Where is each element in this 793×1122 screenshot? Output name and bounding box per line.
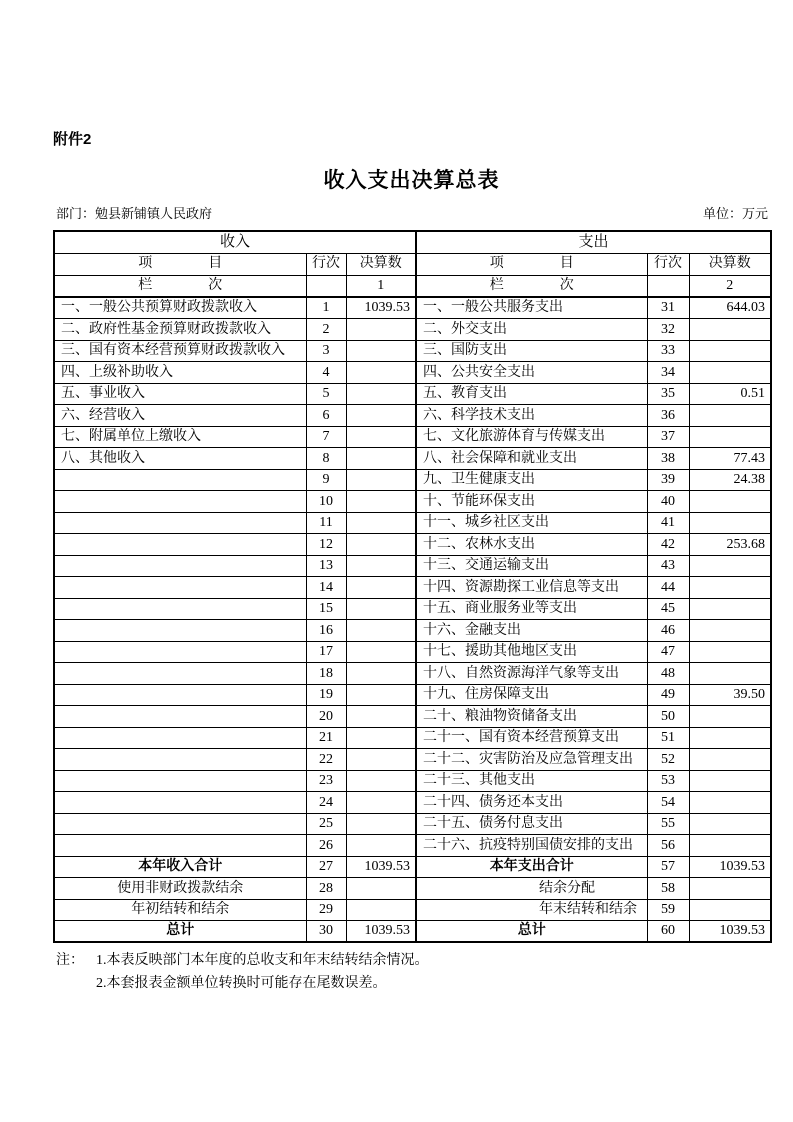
expense-amount-cell bbox=[689, 706, 771, 728]
income-item-cell: 二、政府性基金预算财政拨款收入 bbox=[54, 319, 306, 341]
expense-amount-cell bbox=[689, 813, 771, 835]
note-2-text: 2.本套报表金额单位转换时可能存在尾数误差。 bbox=[96, 975, 387, 991]
expense-item-cell: 十八、自然资源海洋气象等支出 bbox=[416, 663, 647, 685]
expense-lineno-cell: 48 bbox=[647, 663, 689, 685]
expense-amount-cell bbox=[689, 899, 771, 921]
income-lineno-cell: 1 bbox=[306, 297, 346, 319]
expense-item-header: 项 目 bbox=[416, 253, 647, 275]
expense-item-cell: 十四、资源勘探工业信息等支出 bbox=[416, 577, 647, 599]
expense-lineno-cell: 56 bbox=[647, 835, 689, 857]
section-header-row bbox=[54, 231, 771, 253]
income-item-cell bbox=[54, 684, 306, 706]
income-lineno-cell: 6 bbox=[306, 405, 346, 427]
table-row bbox=[54, 362, 771, 384]
income-item-cell bbox=[54, 813, 306, 835]
income-item-cell: 年初结转和结余 bbox=[54, 899, 306, 921]
income-amount-cell bbox=[346, 319, 416, 341]
income-item-cell bbox=[54, 792, 306, 814]
table-row bbox=[54, 319, 771, 341]
expense-item-cell: 十一、城乡社区支出 bbox=[416, 512, 647, 534]
income-amount-cell bbox=[346, 792, 416, 814]
table-row bbox=[54, 383, 771, 405]
table-row bbox=[54, 555, 771, 577]
attachment-label: 附件2 bbox=[53, 131, 92, 148]
income-lineno-cell: 27 bbox=[306, 856, 346, 878]
expense-lineno-cell: 54 bbox=[647, 792, 689, 814]
income-item-cell bbox=[54, 663, 306, 685]
income-lineno-cell: 4 bbox=[306, 362, 346, 384]
income-lineno-cell: 29 bbox=[306, 899, 346, 921]
table-row bbox=[54, 706, 771, 728]
expense-item-cell: 年末结转和结余 bbox=[416, 899, 647, 921]
table-row bbox=[54, 899, 771, 921]
expense-amount-cell bbox=[689, 727, 771, 749]
expense-amount-cell: 24.38 bbox=[689, 469, 771, 491]
table-row bbox=[54, 727, 771, 749]
expense-lineno-cell: 36 bbox=[647, 405, 689, 427]
expense-lineno-cell: 39 bbox=[647, 469, 689, 491]
expense-lineno-cell: 43 bbox=[647, 555, 689, 577]
income-amount-cell bbox=[346, 706, 416, 728]
expense-item-cell: 二十二、灾害防治及应急管理支出 bbox=[416, 749, 647, 771]
expense-item-cell: 结余分配 bbox=[416, 878, 647, 900]
income-item-cell: 六、经营收入 bbox=[54, 405, 306, 427]
expense-amount-cell: 39.50 bbox=[689, 684, 771, 706]
expense-item-cell: 二十四、债务还本支出 bbox=[416, 792, 647, 814]
unit-label: 单位：万元 bbox=[702, 206, 768, 221]
income-item-cell bbox=[54, 727, 306, 749]
income-amount-cell bbox=[346, 491, 416, 513]
expense-lineno-cell: 58 bbox=[647, 878, 689, 900]
income-item-cell: 使用非财政拨款结余 bbox=[54, 878, 306, 900]
expense-amount-cell: 644.03 bbox=[689, 297, 771, 319]
expense-lineno-cell: 44 bbox=[647, 577, 689, 599]
income-item-cell bbox=[54, 469, 306, 491]
income-column-blank bbox=[306, 275, 346, 297]
expense-lineno-cell: 49 bbox=[647, 684, 689, 706]
income-amount-cell bbox=[346, 598, 416, 620]
income-lineno-cell: 16 bbox=[306, 620, 346, 642]
income-item-cell bbox=[54, 706, 306, 728]
table-row bbox=[54, 598, 771, 620]
expense-lineno-cell: 57 bbox=[647, 856, 689, 878]
expense-amount-cell: 1039.53 bbox=[689, 921, 771, 943]
income-amount-cell bbox=[346, 362, 416, 384]
expense-amount-cell bbox=[689, 577, 771, 599]
expense-item-cell: 五、教育支出 bbox=[416, 383, 647, 405]
expense-column-blank bbox=[647, 275, 689, 297]
expense-item-cell: 七、文化旅游体育与传媒支出 bbox=[416, 426, 647, 448]
income-lineno-cell: 12 bbox=[306, 534, 346, 556]
income-amount-cell bbox=[346, 448, 416, 470]
income-amount-cell bbox=[346, 770, 416, 792]
expense-lineno-cell: 47 bbox=[647, 641, 689, 663]
income-amount-cell bbox=[346, 813, 416, 835]
expense-lineno-cell: 31 bbox=[647, 297, 689, 319]
expense-section-header: 支出 bbox=[416, 231, 771, 253]
income-amount-cell: 1039.53 bbox=[346, 297, 416, 319]
income-lineno-cell: 9 bbox=[306, 469, 346, 491]
expense-amount-cell bbox=[689, 340, 771, 362]
income-amount-cell bbox=[346, 534, 416, 556]
expense-amount-cell bbox=[689, 319, 771, 341]
income-lineno-cell: 25 bbox=[306, 813, 346, 835]
expense-item-cell: 二十六、抗疫特别国债安排的支出 bbox=[416, 835, 647, 857]
expense-amount-cell bbox=[689, 426, 771, 448]
note-line-1 bbox=[56, 950, 770, 973]
expense-lineno-cell: 34 bbox=[647, 362, 689, 384]
income-lineno-cell: 20 bbox=[306, 706, 346, 728]
income-lineno-cell: 8 bbox=[306, 448, 346, 470]
expense-item-cell: 本年支出合计 bbox=[416, 856, 647, 878]
income-lineno-cell: 28 bbox=[306, 878, 346, 900]
income-amount-cell bbox=[346, 835, 416, 857]
expense-lineno-cell: 52 bbox=[647, 749, 689, 771]
income-item-cell bbox=[54, 598, 306, 620]
income-item-cell bbox=[54, 534, 306, 556]
expense-amount-cell bbox=[689, 620, 771, 642]
income-lineno-cell: 13 bbox=[306, 555, 346, 577]
expense-lineno-cell: 51 bbox=[647, 727, 689, 749]
income-column-number: 1 bbox=[346, 275, 416, 297]
meta-row bbox=[53, 203, 770, 222]
income-lineno-cell: 19 bbox=[306, 684, 346, 706]
income-item-cell: 五、事业收入 bbox=[54, 383, 306, 405]
income-lineno-cell: 23 bbox=[306, 770, 346, 792]
income-column-label: 栏 次 bbox=[54, 275, 306, 297]
expense-lineno-cell: 46 bbox=[647, 620, 689, 642]
expense-amount-cell bbox=[689, 663, 771, 685]
income-item-cell: 本年收入合计 bbox=[54, 856, 306, 878]
income-item-cell: 七、附属单位上缴收入 bbox=[54, 426, 306, 448]
expense-lineno-cell: 53 bbox=[647, 770, 689, 792]
expense-amount-cell bbox=[689, 491, 771, 513]
income-amount-cell bbox=[346, 899, 416, 921]
expense-item-cell: 一、一般公共服务支出 bbox=[416, 297, 647, 319]
expense-amount-cell bbox=[689, 512, 771, 534]
note-1-text: 1.本表反映部门本年度的总收支和年末结转结余情况。 bbox=[96, 953, 429, 968]
expense-amount-cell bbox=[689, 835, 771, 857]
income-amount-cell bbox=[346, 577, 416, 599]
expense-lineno-cell: 38 bbox=[647, 448, 689, 470]
table-row bbox=[54, 641, 771, 663]
expense-amount-cell bbox=[689, 878, 771, 900]
expense-amount-cell bbox=[689, 598, 771, 620]
expense-amount-cell bbox=[689, 792, 771, 814]
income-lineno-cell: 18 bbox=[306, 663, 346, 685]
income-lineno-cell: 14 bbox=[306, 577, 346, 599]
income-lineno-cell: 24 bbox=[306, 792, 346, 814]
expense-lineno-cell: 32 bbox=[647, 319, 689, 341]
expense-item-cell: 总计 bbox=[416, 921, 647, 943]
expense-amount-cell: 77.43 bbox=[689, 448, 771, 470]
income-amount-cell bbox=[346, 405, 416, 427]
table-row bbox=[54, 835, 771, 857]
table-row bbox=[54, 534, 771, 556]
table-row bbox=[54, 921, 771, 943]
expense-amount-cell bbox=[689, 405, 771, 427]
expense-item-cell: 十五、商业服务业等支出 bbox=[416, 598, 647, 620]
income-item-cell: 八、其他收入 bbox=[54, 448, 306, 470]
expense-lineno-cell: 33 bbox=[647, 340, 689, 362]
income-amount-cell bbox=[346, 555, 416, 577]
expense-item-cell: 十七、援助其他地区支出 bbox=[416, 641, 647, 663]
income-amount-cell bbox=[346, 469, 416, 491]
income-amount-cell bbox=[346, 512, 416, 534]
income-amount-cell bbox=[346, 641, 416, 663]
column-number-row bbox=[54, 275, 771, 297]
expense-lineno-cell: 45 bbox=[647, 598, 689, 620]
income-item-cell: 一、一般公共预算财政拨款收入 bbox=[54, 297, 306, 319]
expense-amount-cell bbox=[689, 749, 771, 771]
expense-item-cell: 十、节能环保支出 bbox=[416, 491, 647, 513]
income-item-cell bbox=[54, 620, 306, 642]
table-row bbox=[54, 577, 771, 599]
department-label: 部门：勉县新铺镇人民政府 bbox=[56, 206, 213, 221]
table-body bbox=[54, 297, 771, 942]
expense-column-number: 2 bbox=[689, 275, 771, 297]
income-lineno-cell: 17 bbox=[306, 641, 346, 663]
table-row bbox=[54, 792, 771, 814]
income-lineno-cell: 22 bbox=[306, 749, 346, 771]
income-item-cell bbox=[54, 749, 306, 771]
table-row bbox=[54, 663, 771, 685]
income-item-cell bbox=[54, 641, 306, 663]
expense-amount-cell bbox=[689, 770, 771, 792]
table-row bbox=[54, 684, 771, 706]
expense-lineno-cell: 40 bbox=[647, 491, 689, 513]
income-amount-cell bbox=[346, 426, 416, 448]
expense-lineno-cell: 50 bbox=[647, 706, 689, 728]
income-item-header: 项 目 bbox=[54, 253, 306, 275]
expense-item-cell: 二十、粮油物资储备支出 bbox=[416, 706, 647, 728]
expense-lineno-cell: 42 bbox=[647, 534, 689, 556]
income-lineno-cell: 11 bbox=[306, 512, 346, 534]
income-item-cell bbox=[54, 555, 306, 577]
income-amount-header: 决算数 bbox=[346, 253, 416, 275]
income-item-cell: 三、国有资本经营预算财政拨款收入 bbox=[54, 340, 306, 362]
expense-item-cell: 二十三、其他支出 bbox=[416, 770, 647, 792]
expense-lineno-cell: 37 bbox=[647, 426, 689, 448]
expense-item-cell: 三、国防支出 bbox=[416, 340, 647, 362]
table-row bbox=[54, 448, 771, 470]
income-amount-cell bbox=[346, 684, 416, 706]
income-amount-cell: 1039.53 bbox=[346, 856, 416, 878]
expense-lineno-cell: 41 bbox=[647, 512, 689, 534]
note-line-2 bbox=[56, 973, 770, 996]
expense-lineno-cell: 55 bbox=[647, 813, 689, 835]
income-item-cell bbox=[54, 491, 306, 513]
expense-lineno-cell: 59 bbox=[647, 899, 689, 921]
note-prefix: 注： bbox=[56, 953, 84, 968]
document-content bbox=[53, 128, 770, 995]
income-item-cell bbox=[54, 770, 306, 792]
expense-item-cell: 十六、金融支出 bbox=[416, 620, 647, 642]
table-row bbox=[54, 426, 771, 448]
income-lineno-cell: 10 bbox=[306, 491, 346, 513]
income-lineno-cell: 5 bbox=[306, 383, 346, 405]
income-amount-cell bbox=[346, 663, 416, 685]
expense-item-cell: 十九、住房保障支出 bbox=[416, 684, 647, 706]
expense-lineno-cell: 35 bbox=[647, 383, 689, 405]
expense-lineno-header: 行次 bbox=[647, 253, 689, 275]
income-amount-cell bbox=[346, 878, 416, 900]
income-amount-cell bbox=[346, 340, 416, 362]
notes bbox=[53, 950, 770, 995]
income-lineno-cell: 21 bbox=[306, 727, 346, 749]
expense-amount-header: 决算数 bbox=[689, 253, 771, 275]
expense-item-cell: 二十五、债务付息支出 bbox=[416, 813, 647, 835]
budget-table bbox=[53, 230, 772, 943]
income-amount-cell bbox=[346, 727, 416, 749]
income-lineno-cell: 2 bbox=[306, 319, 346, 341]
income-lineno-header: 行次 bbox=[306, 253, 346, 275]
income-lineno-cell: 15 bbox=[306, 598, 346, 620]
table-row bbox=[54, 770, 771, 792]
expense-column-label: 栏 次 bbox=[416, 275, 647, 297]
table-row bbox=[54, 405, 771, 427]
table-row bbox=[54, 512, 771, 534]
expense-item-cell: 十三、交通运输支出 bbox=[416, 555, 647, 577]
expense-amount-cell bbox=[689, 641, 771, 663]
expense-item-cell: 九、卫生健康支出 bbox=[416, 469, 647, 491]
income-item-cell bbox=[54, 835, 306, 857]
expense-item-cell: 二十一、国有资本经营预算支出 bbox=[416, 727, 647, 749]
table-row bbox=[54, 813, 771, 835]
expense-amount-cell bbox=[689, 555, 771, 577]
income-item-cell: 四、上级补助收入 bbox=[54, 362, 306, 384]
table-row bbox=[54, 340, 771, 362]
table-row bbox=[54, 749, 771, 771]
table-row bbox=[54, 856, 771, 878]
table-row bbox=[54, 297, 771, 319]
page-title: 收入支出决算总表 bbox=[323, 168, 500, 192]
table-row bbox=[54, 491, 771, 513]
expense-amount-cell: 1039.53 bbox=[689, 856, 771, 878]
income-item-cell bbox=[54, 577, 306, 599]
income-lineno-cell: 30 bbox=[306, 921, 346, 943]
income-amount-cell bbox=[346, 620, 416, 642]
income-lineno-cell: 26 bbox=[306, 835, 346, 857]
income-lineno-cell: 7 bbox=[306, 426, 346, 448]
expense-amount-cell bbox=[689, 362, 771, 384]
expense-lineno-cell: 60 bbox=[647, 921, 689, 943]
income-amount-cell: 1039.53 bbox=[346, 921, 416, 943]
income-amount-cell bbox=[346, 749, 416, 771]
expense-item-cell: 四、公共安全支出 bbox=[416, 362, 647, 384]
table-row bbox=[54, 878, 771, 900]
expense-amount-cell: 253.68 bbox=[689, 534, 771, 556]
table-row bbox=[54, 469, 771, 491]
expense-item-cell: 六、科学技术支出 bbox=[416, 405, 647, 427]
column-header-row bbox=[54, 253, 771, 275]
income-lineno-cell: 3 bbox=[306, 340, 346, 362]
income-amount-cell bbox=[346, 383, 416, 405]
expense-item-cell: 八、社会保障和就业支出 bbox=[416, 448, 647, 470]
table-row bbox=[54, 620, 771, 642]
income-item-cell: 总计 bbox=[54, 921, 306, 943]
expense-item-cell: 二、外交支出 bbox=[416, 319, 647, 341]
expense-amount-cell: 0.51 bbox=[689, 383, 771, 405]
income-item-cell bbox=[54, 512, 306, 534]
income-section-header: 收入 bbox=[54, 231, 416, 253]
expense-item-cell: 十二、农林水支出 bbox=[416, 534, 647, 556]
